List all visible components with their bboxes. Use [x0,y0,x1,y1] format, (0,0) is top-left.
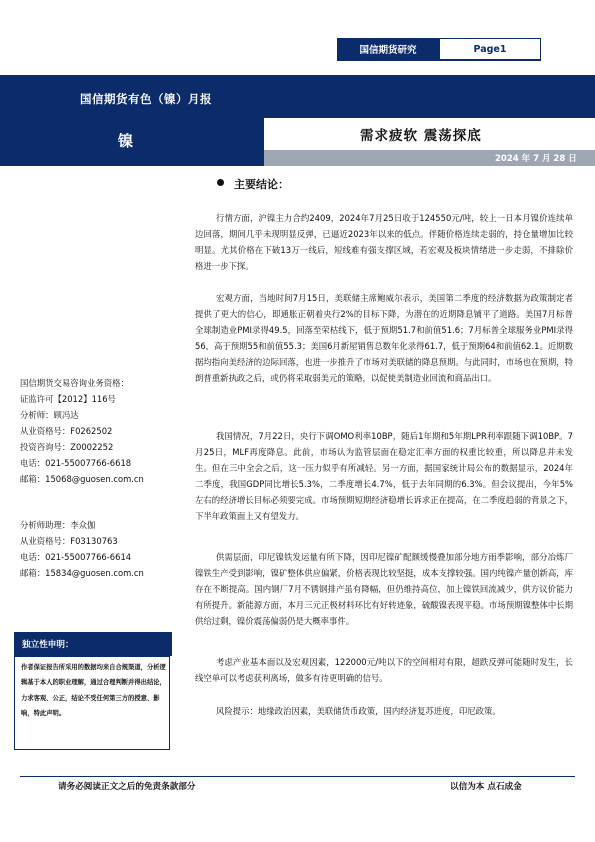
analyst-consulting-number: 投资咨询号：Z0002252 [20,442,114,452]
paragraph-macro: 宏观方面，当地时间7月15日，美联储主席鲍威尔表示，美国第二季度的经济数据为政策制定者提供了更大的信心，即通胀正朝着央行2%的目标下降，为潜在的近期降息铺平了道路。美国7月标普全球制造业PMI录得49.5，回落至荣枯线下，低于预期51.7和前值51.6；7月标普全球服务业PMI录得56，高于预期55和前值55.3；美国6月新屋销售总数年化录得61.7，低于预期64和前值62.1。近期数据均指向美经济的边际回落，也进一步推升了市场对美联储的降息预期。与此同时，市场也在预期，特朗普重新执政之后，或仍将采取弱美元的策略，以促使美制造业回流和商品出口。 [195,293,573,383]
assistant-name: 分析师助理：李众伽 [20,520,96,530]
disclaimer-title: 独立性申明： [22,640,74,650]
topic-title: 镍 [118,132,136,150]
assistant-qualification: 从业资格号：F03130763 [20,536,118,546]
report-type-title: 国信期货有色（镍）月报 [80,92,212,106]
analyst-name: 分析师：顾冯达 [20,410,79,420]
assistant-email: 邮箱：15834@guosen.com.cn [20,568,144,578]
paragraph-supply-demand: 供需层面，印尼镍铁发运量有所下降，因印尼镍矿配额缓慢叠加部分地方雨季影响，部分冶炼厂镍铁生产受到影响，镍矿整体供应偏紧，价格表现比较坚挺，成本支撑较强。国内纯镍产量创新高，库存在不断提高。国内钢厂7月不锈钢排产虽有降幅，但仍维持高位，加上镍铁回流减少，供方议价能力有所提升。新能源方面，本月三元正极材料环比有好转迹象，硫酸镍表现平稳。市场预期镍整体中长期供给过剩，镍价震荡偏弱仍是大概率事件。 [195,552,573,626]
disclaimer-text: 作者保证报告所采用的数据均来自合规渠道，分析逻辑基于本人的职业理解，通过合理判断并得出结论，力求客观、公正，结论不受任何第三方的授意、影响，特此声明。 [21,664,166,717]
section-heading: 主要结论： [234,178,289,191]
header-divider [337,60,541,61]
bullet-dot-icon [217,179,224,186]
report-date: 2024 年 7 月 28 日 [495,154,577,164]
report-headline: 需求疲软 震荡探底 [360,128,482,144]
page-number-tab: Page1 [439,38,541,60]
analyst-phone: 电话：021-55007766-6618 [20,458,132,468]
paragraph-risk: 风险提示：地缘政治因素，美联储货币政策，国内经济复苏进度，印尼政策。 [216,706,501,716]
footer-disclaimer-note: 请务必阅读正文之后的免责条款部分 [58,782,196,792]
header-tab-research: 国信期货研究 [337,38,439,60]
footer-slogan: 以信为本 点石成金 [450,782,522,792]
analyst-qualification: 从业资格号：F0262502 [20,426,113,436]
paragraph-conclusion: 考虑产业基本面以及宏观因素，122000元/吨以下的空间相对有限，超跌反弹可能随时发生，长线空单可以考虑获利离场，做多有待更明确的信号。 [195,657,573,683]
paragraph-domestic: 我国情况，7月22日，央行下调OMO利率10BP，随后1年期和5年期LPR利率跟随下调10BP。7月25日，MLF再度降息。此前，市场认为监管层面在稳定汇率方面的权重比较重，所以降息并未发生。但在三中全会之后，这一压力似乎有所减轻。另一方面，据国家统计局公布的数据显示，2024年二季度，我国GDP同比增长5.3%，二季度增长4.7%，低于去年同期的6.3%。但会议提出，今年5%左右的经济增长目标必须要完成。市场预期短期经济稳增长诉求正在提高，在二季度趋弱的背景之下，下半年政策面上又有望发力。 [195,431,573,521]
paragraph-market: 行情方面，沪镍主力合约2409，2024年7月25日收于124550元/吨，较上一日本月镍价连续单边回落，期间几乎未现明显反弹，已逼近2023年以来的低点。伴随价格连续走弱的，持仓量增加比较明显。尤其价格在下破13万一线后，短线难有强支撑区域，若宏观及板块情绪进一步走弱，不排除价格进一步下探。 [195,213,573,271]
assistant-phone: 电话：021-55007766-6614 [20,552,132,562]
footer-divider [20,776,575,777]
license-label: 国信期货交易咨询业务资格： [20,378,129,388]
license-number: 证监许可【2012】116号 [20,394,116,404]
analyst-email: 邮箱：15068@guosen.com.cn [20,474,144,484]
